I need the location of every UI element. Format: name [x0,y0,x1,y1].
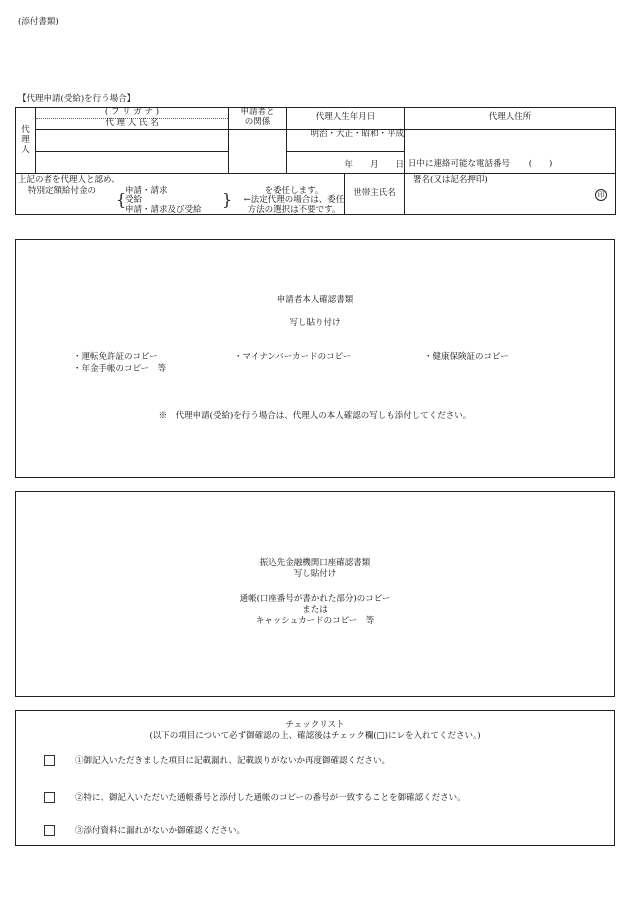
right-brace: } [222,189,233,209]
signature-cell[interactable] [405,173,616,214]
id-document-box [15,239,615,478]
proxy-side-char: 代 [21,125,30,136]
delegation-cell [16,173,345,214]
checklist-item [44,825,245,837]
id-item-pension-book: ・年金手帳のコピー 等 [73,364,167,374]
choice-options [125,187,202,216]
relation-label-line1: 申請者と [240,107,275,117]
left-brace: { [116,189,127,209]
bank-box-subtitle: 写し貼付け [293,569,337,579]
checkbox[interactable] [44,792,55,803]
phone-parens: ( ) [528,158,553,169]
delegate-line3: 方法の選択は不要です。 [247,205,341,216]
choice-apply[interactable]: 申請・請求 [125,185,168,196]
checklist-item-text: ②特に、御記入いただいた通帳番号と添付した通帳のコピーの番号が一致することを御確認ください。 [75,793,466,803]
proxy-table [15,107,616,215]
proxy-side-char: 理 [21,135,30,146]
furigana-label: ( フ リ ガ ナ ) [36,108,228,119]
consent-line2: 特別定額給付金の [28,185,97,196]
bank-box-line1: 通帳(口座番号が書かれた部分)のコピー [239,594,391,604]
delegate-line1: を委任します。 [264,185,324,196]
choice-apply-and-receive[interactable]: 申請・請求及び受給 [125,205,202,216]
relation-input[interactable] [229,129,287,173]
checklist-item-text: ③添付資料に漏れがないか御確認ください。 [75,826,246,836]
relation-header [229,108,287,130]
furigana-input[interactable] [36,129,229,151]
address-input[interactable] [405,129,616,173]
proxy-heading: 【代理申請(受給)を行う場合】 [18,94,136,104]
proxy-name-label: 代 理 人 氏 名 [105,117,159,128]
checklist-box [15,710,615,846]
checkbox[interactable] [44,755,55,766]
id-box-subtitle: 写し貼り付け [289,318,341,328]
bank-document-box [15,491,615,697]
attachment-label: (添付書類) [18,17,59,27]
id-box-title: 申請者本人確認書類 [276,295,354,305]
delegate-line2: ←法定代理の場合は、委任 [243,195,345,206]
consent-line1: 上記の者を代理人と認め、 [18,174,120,185]
proxy-name-header [36,108,229,130]
seal-stamp-icon: 印 [595,189,607,201]
relation-label-line2: の関係 [244,116,271,127]
daytime-phone-label: 日中に連絡可能な電話番号 [408,158,511,169]
id-item-mynumber-card: ・マイナンバーカードのコピー [234,352,352,362]
proxy-name-input[interactable] [36,151,229,173]
birthdate-header: 代理人生年月日 [287,108,405,130]
address-header: 代理人住所 [405,108,616,130]
birthdate-units: 年 月 日 [287,151,405,173]
bank-box-title: 振込先金融機関口座確認書類 [259,558,371,568]
proxy-side-label [16,108,36,174]
delegate-text [234,187,354,216]
signature-label: 署名(又は記名押印) [413,174,488,185]
id-item-driver-license: ・運転免許証のコピー [73,352,158,362]
checkbox[interactable] [44,825,55,836]
id-item-health-insurance: ・健康保険証のコピー [424,352,509,362]
checklist-item [44,792,466,804]
birthdate-era-options: 明治・大正・昭和・平成 [287,129,405,151]
choice-receive[interactable]: 受給 [125,195,143,206]
checklist-item [44,755,390,767]
bank-box-line2: または [302,605,328,615]
householder-label: 世帯主氏名 [345,173,405,214]
checklist-instruction: (以下の項目について必ず御確認の上、確認後はチェック欄(□)にレを入れてください。) [149,731,481,741]
bank-box-line3: キャッシュカードのコピー 等 [255,616,375,626]
proxy-side-char: 人 [21,145,30,156]
id-box-note: ※ 代理申請(受給)を行う場合は、代理人の本人確認の写しも添付してください。 [158,411,472,421]
checklist-item-text: ①御記入いただきました項目に記載漏れ、記載誤りがないか再度御確認ください。 [75,756,391,766]
checklist-title: チェックリスト [285,720,345,730]
